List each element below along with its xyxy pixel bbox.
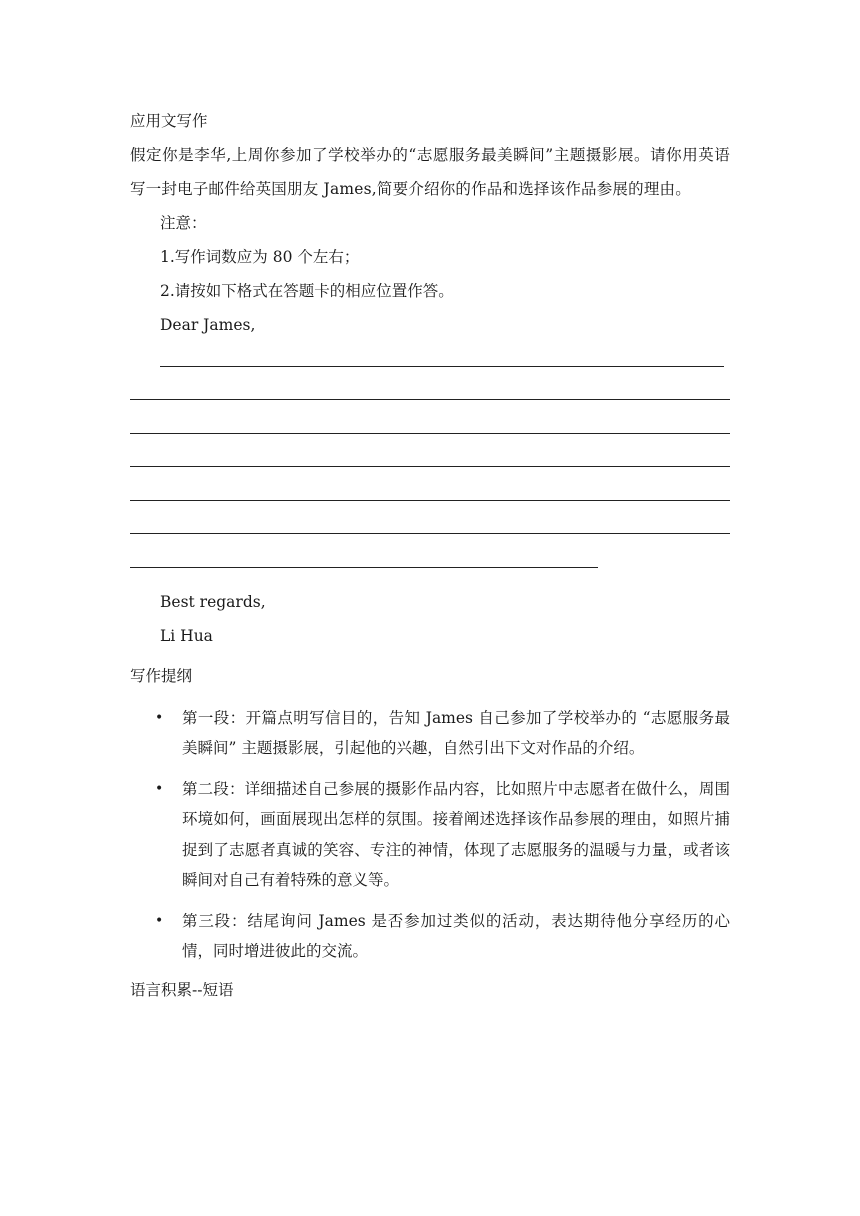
bullet-icon: • — [155, 780, 164, 797]
section-title-phrases: 语言积累--短语 — [130, 980, 234, 999]
notice-item-format: 2.请按如下格式在答题卡的相应位置作答。 — [160, 282, 454, 300]
writing-prompt: 假定你是李华,上周你参加了学校举办的“志愿服务最美瞬间”主题摄影展。请你用英语写一封电子邮件给英国朋友 James,简要介绍你的作品和选择该作品参展的理由。 — [130, 146, 730, 198]
answer-line — [130, 443, 730, 477]
answer-line — [160, 342, 724, 376]
letter-signature: Li Hua — [160, 626, 213, 645]
letter-closing: Best regards, — [160, 592, 266, 611]
answer-lines — [130, 342, 730, 577]
bullet-icon: • — [155, 709, 164, 726]
answer-line — [130, 376, 730, 410]
list-item — [130, 906, 730, 967]
notice-label: 注意： — [160, 214, 207, 232]
outline-paragraph-3: 第三段：结尾询问 James 是否参加过类似的活动，表达期待他分享经历的心情，同时增进彼此的交流。 — [182, 911, 730, 960]
outline-paragraph-2: 第二段：详细描述自己参展的摄影作品内容，比如照片中志愿者在做什么，周围环境如何，画面展现出怎样的氛围。接着阐述选择该作品参展的理由，如照片捕捉到了志愿者真诚的笑容、专注的神情，体现了志愿服务的温暖与力量，或者该瞬间对自己有着特殊的意义等。 — [182, 779, 730, 889]
bullet-icon: • — [155, 912, 164, 929]
list-item — [130, 774, 730, 896]
section-title-writing: 应用文写作 — [130, 112, 208, 130]
answer-line — [130, 476, 730, 510]
notice-item-word-count: 1.写作词数应为 80 个左右； — [160, 248, 360, 266]
list-item — [130, 703, 730, 764]
outline-paragraph-1: 第一段：开篇点明写信目的，告知 James 自己参加了学校举办的 “志愿服务最美瞬间” 主题摄影展，引起他的兴趣，自然引出下文对作品的介绍。 — [182, 708, 730, 757]
section-title-outline: 写作提纲 — [130, 666, 193, 685]
answer-line — [130, 409, 730, 443]
document-page — [130, 104, 730, 1007]
letter-salutation: Dear James, — [160, 316, 256, 334]
answer-line — [130, 510, 730, 544]
answer-line — [130, 543, 598, 577]
outline-list — [130, 703, 730, 967]
